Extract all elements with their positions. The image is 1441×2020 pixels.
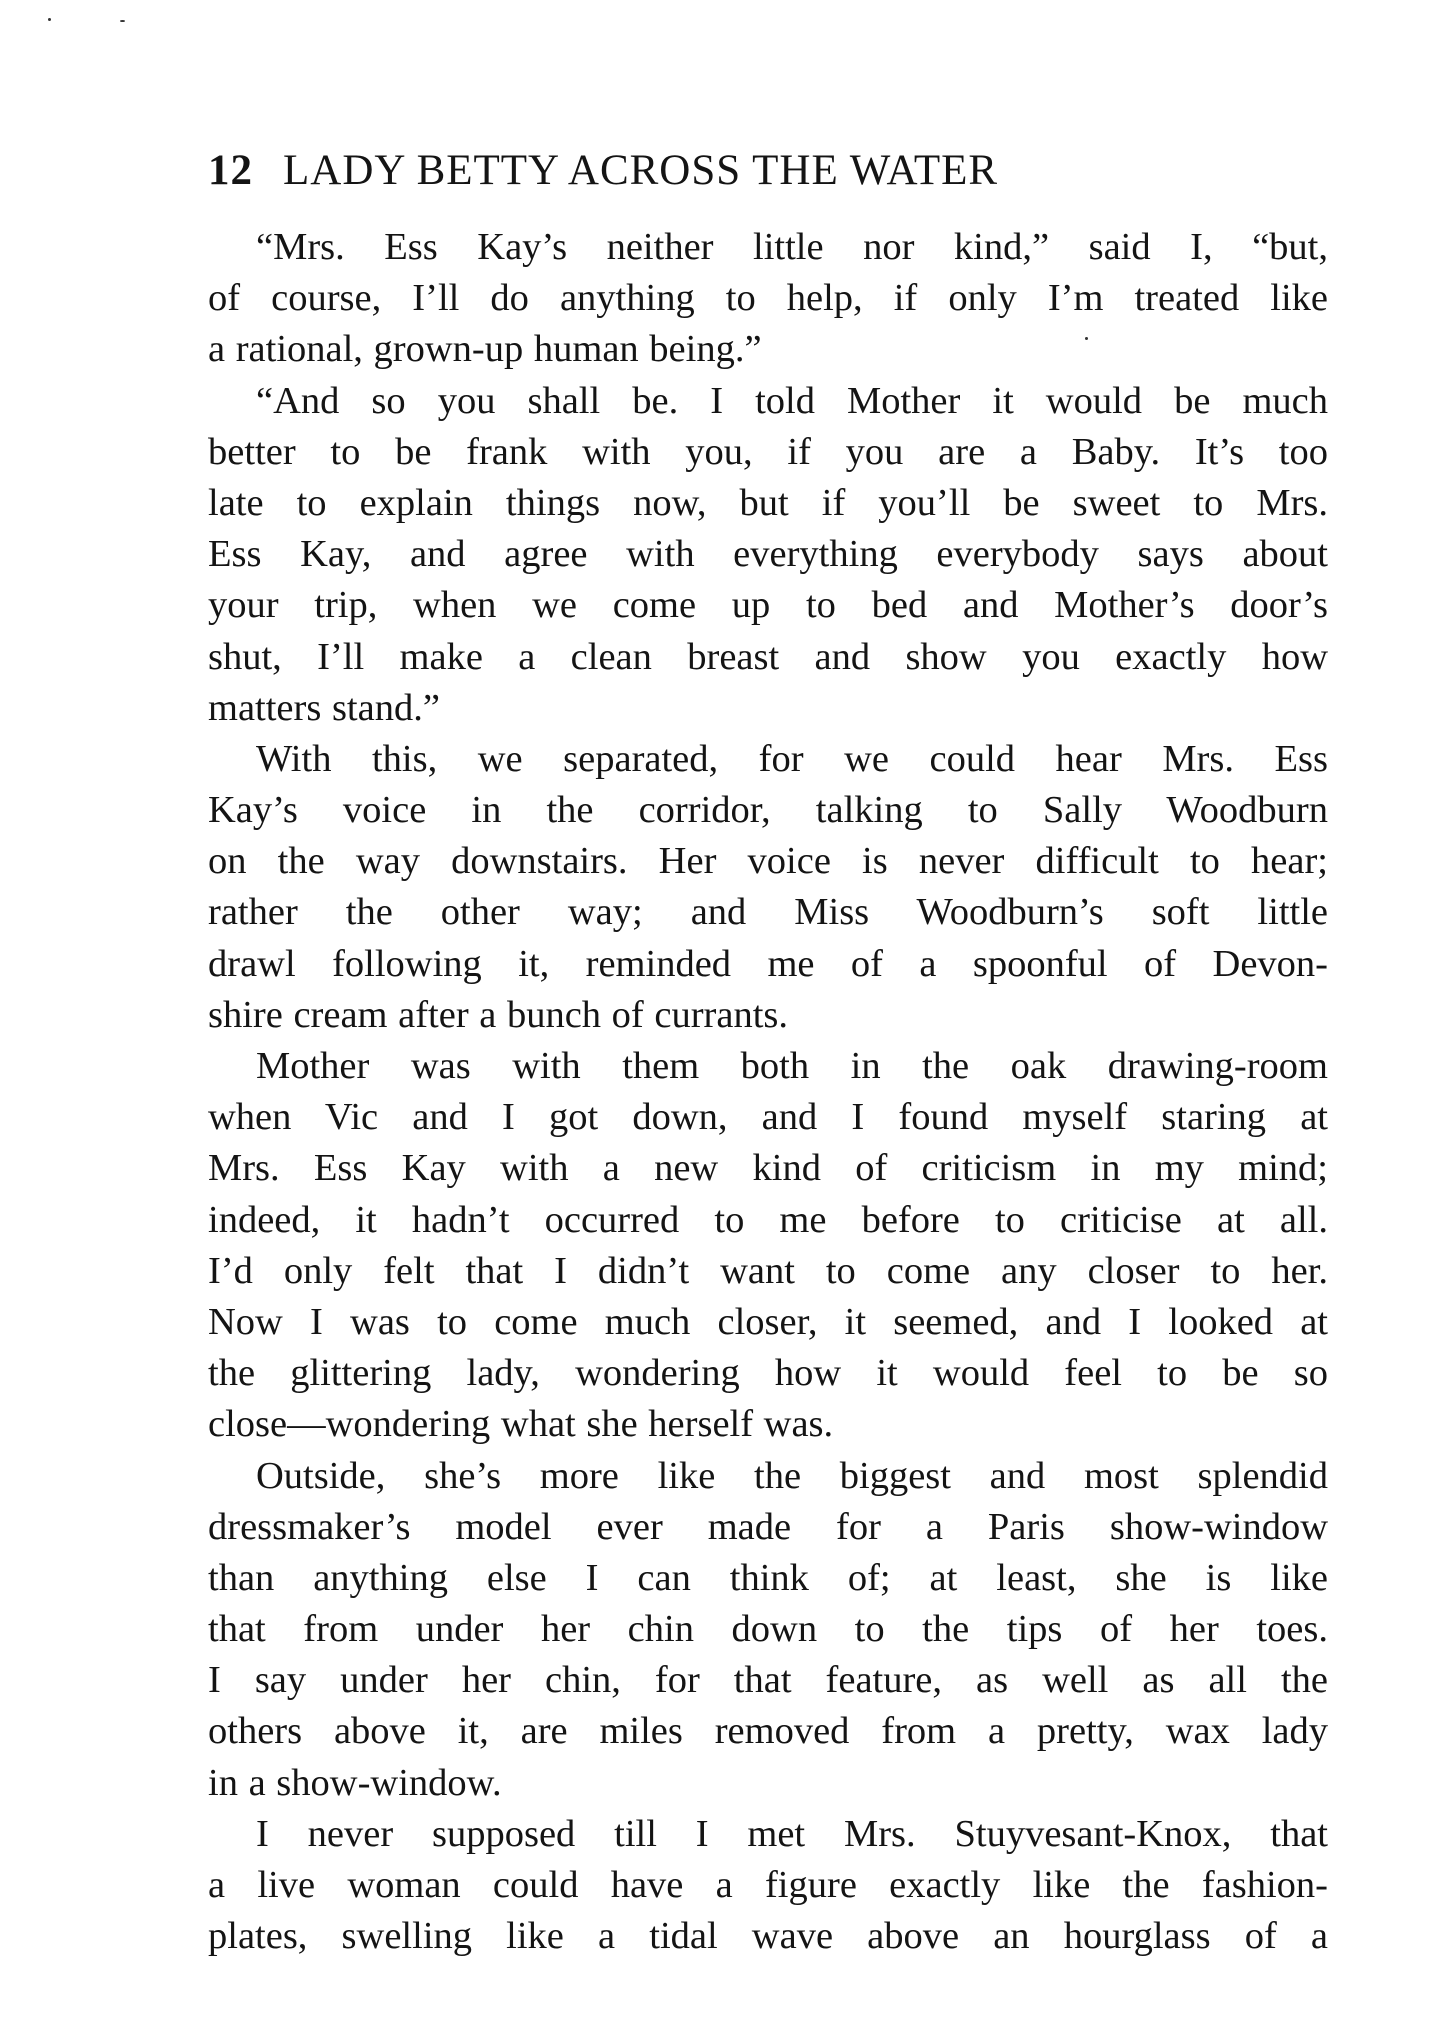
text-line: “Mrs. Ess Kay’s neither little nor kind,” said I, “but, <box>256 226 1328 268</box>
paragraph <box>208 1041 1328 1451</box>
text-line: close—wondering what she herself was. <box>208 1403 834 1446</box>
text-line: in a show-window. <box>208 1761 502 1804</box>
text-line: rather the other way; and Miss Woodburn’s soft little <box>208 891 1328 934</box>
text-line: shire cream after a bunch of currants. <box>208 993 789 1036</box>
text-line: shut, I’ll make a clean breast and show you exactly how <box>208 635 1328 678</box>
text-line: Now I was to come much closer, it seemed, and I looked at <box>208 1300 1328 1343</box>
paragraph <box>208 222 1328 376</box>
text-line: plates, swelling like a tidal wave above an hourglass of a <box>208 1915 1328 1958</box>
text-line: others above it, are miles removed from a pretty, wax lady <box>208 1710 1328 1753</box>
text-line: Ess Kay, and agree with everything everybody says about <box>208 533 1328 576</box>
text-line: the glittering lady, wondering how it would feel to be so <box>208 1352 1328 1395</box>
scan-speck <box>120 20 125 22</box>
text-line: “And so you shall be. I told Mother it would be much <box>256 379 1328 422</box>
book-title: LADY BETTY ACROSS THE WATER <box>283 147 999 194</box>
paragraph <box>208 376 1328 734</box>
text-line: matters stand.” <box>208 686 440 729</box>
text-line: Mrs. Ess Kay with a new kind of criticism in my mind; <box>208 1147 1328 1190</box>
text-line: on the way downstairs. Her voice is never difficult to hear; <box>208 840 1328 883</box>
text-line: I say under her chin, for that feature, as well as all the <box>208 1659 1328 1702</box>
text-line: I’d only felt that I didn’t want to come any closer to her. <box>208 1249 1328 1292</box>
text-line: indeed, it hadn’t occurred to me before to criticise at all. <box>208 1198 1328 1241</box>
text-line: With this, we separated, for we could hear Mrs. Ess <box>256 737 1328 780</box>
text-line: that from under her chin down to the tips of her toes. <box>208 1608 1328 1651</box>
text-line: than anything else I can think of; at least, she is like <box>208 1556 1328 1599</box>
text-line: of course, I’ll do anything to help, if only I’m treated like <box>208 277 1328 320</box>
text-line: better to be frank with you, if you are a Baby. It’s too <box>208 430 1328 473</box>
text-line: a rational, grown-up human being.” <box>208 328 762 371</box>
page-number: 12 <box>208 147 253 194</box>
text-line: a live woman could have a figure exactly like the fashion- <box>208 1864 1328 1906</box>
text-line: Outside, she’s more like the biggest and most splendid <box>256 1454 1328 1497</box>
body-text <box>208 222 1328 1962</box>
text-line: Mother was with them both in the oak drawing-room <box>256 1045 1328 1087</box>
paragraph <box>208 1809 1328 1963</box>
paragraph <box>208 734 1328 1041</box>
paragraph <box>208 1451 1328 1809</box>
text-line: when Vic and I got down, and I found myself staring at <box>208 1096 1328 1139</box>
text-line: Kay’s voice in the corridor, talking to Sally Woodburn <box>208 789 1328 832</box>
text-line: late to explain things now, but if you’ll be sweet to Mrs. <box>208 481 1328 524</box>
text-line: drawl following it, reminded me of a spoonful of Devon- <box>208 942 1328 985</box>
running-head <box>208 146 1218 195</box>
scan-speck <box>1085 337 1088 340</box>
scan-speck <box>48 18 51 21</box>
text-line: dressmaker’s model ever made for a Paris show-window <box>208 1505 1328 1548</box>
text-line: I never supposed till I met Mrs. Stuyvesant-Knox, that <box>256 1812 1328 1855</box>
text-line: your trip, when we come up to bed and Mother’s door’s <box>208 584 1328 627</box>
